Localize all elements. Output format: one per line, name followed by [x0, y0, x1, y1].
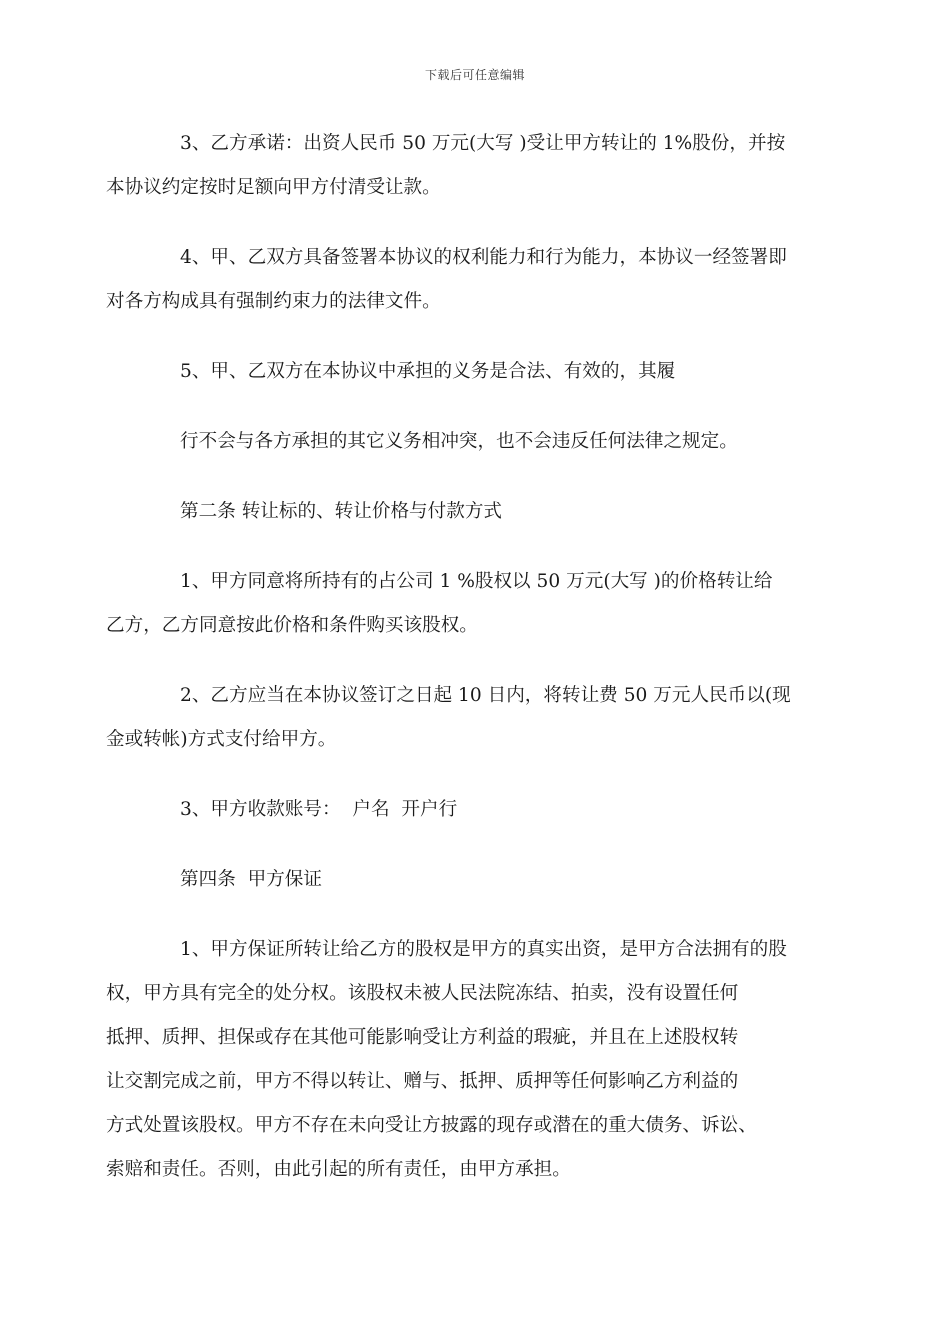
paragraph-line: 权，甲方具有完全的处分权。该股权未被人民法院冻结、拍卖，没有设置任何 — [106, 983, 739, 1004]
paragraph-6 — [106, 560, 808, 648]
section-heading-4 — [143, 858, 808, 902]
paragraph-line: 4、甲、乙双方具备签署本协议的权利能力和行为能力，本协议一经签署即 — [180, 247, 787, 268]
section-heading-2 — [143, 490, 808, 534]
paragraph-3 — [143, 350, 808, 394]
paragraph-line: 金或转帐)方式支付给甲方。 — [106, 729, 337, 750]
paragraph-line: 5、甲、乙双方在本协议中承担的义务是合法、有效的，其履 — [180, 361, 676, 382]
page-header: 下载后可任意编辑 — [424, 68, 525, 82]
paragraph-line: 方式处置该股权。甲方不存在未向受让方披露的现存或潜在的重大债务、诉讼、 — [106, 1115, 757, 1136]
paragraph-line: 1、甲方保证所转让给乙方的股权是甲方的真实出资，是甲方合法拥有的股 — [180, 939, 787, 960]
paragraph-4 — [143, 420, 808, 464]
paragraph-line: 对各方构成具有强制约束力的法律文件。 — [106, 291, 441, 312]
paragraph-1 — [106, 122, 808, 210]
section-heading-text: 第四条 甲方保证 — [180, 869, 322, 890]
paragraph-line: 2、乙方应当在本协议签订之日起 10 日内，将转让费 50 万元人民币以(现 — [180, 685, 791, 706]
paragraph-line: 乙方，乙方同意按此价格和条件购买该股权。 — [106, 615, 478, 636]
paragraph-line: 让交割完成之前，甲方不得以转让、赠与、抵押、质押等任何影响乙方利益的 — [106, 1071, 739, 1092]
paragraph-line: 抵押、质押、担保或存在其他可能影响受让方利益的瑕疵，并且在上述股权转 — [106, 1027, 739, 1048]
paragraph-7 — [106, 674, 808, 762]
section-heading-text: 第二条 转让标的、转让价格与付款方式 — [180, 501, 503, 522]
paragraph-line: 索赔和责任。否则，由此引起的所有责任，由甲方承担。 — [106, 1159, 571, 1180]
paragraph-8 — [143, 788, 808, 832]
paragraph-2 — [106, 236, 808, 324]
paragraph-10 — [106, 928, 808, 1192]
paragraph-line: 3、甲方收款账号： 户名 开户行 — [180, 799, 458, 820]
paragraph-line: 行不会与各方承担的其它义务相冲突，也不会违反任何法律之规定。 — [180, 431, 738, 452]
paragraph-line: 1、甲方同意将所持有的占公司 1 %股权以 50 万元(大写 )的价格转让给 — [180, 571, 773, 592]
document-body — [106, 122, 808, 1218]
paragraph-line: 本协议约定按时足额向甲方付清受让款。 — [106, 177, 441, 198]
paragraph-line: 3、乙方承诺：出资人民币 50 万元(大写 )受让甲方转让的 1%股份，并按 — [180, 133, 786, 154]
